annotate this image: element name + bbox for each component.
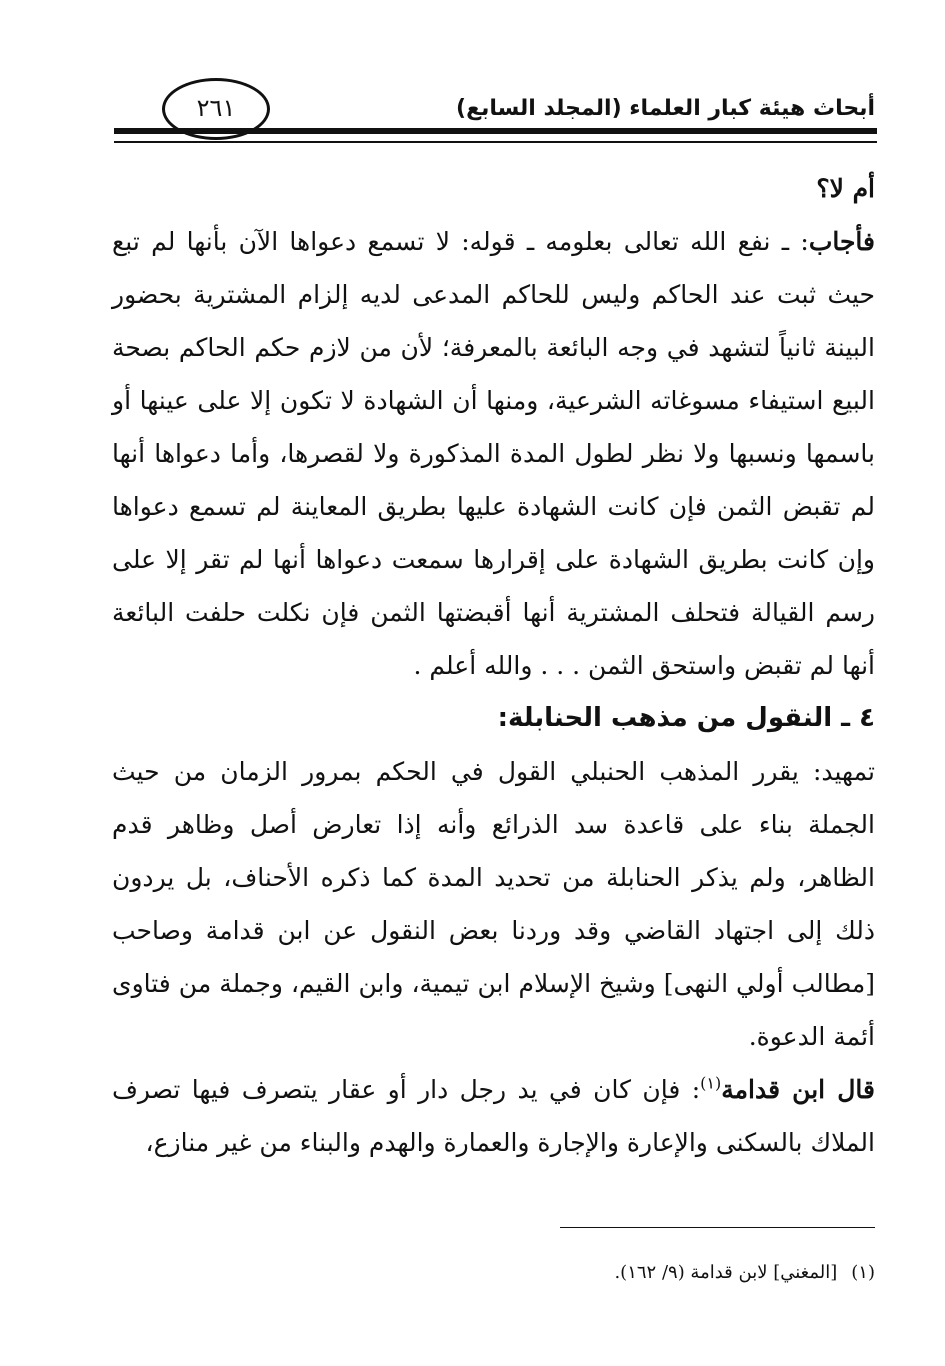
answer-text: : ـ نفع الله تعالى بعلومه ـ قوله: لا تسمع دعواها الآن بأنها لم تبع حيث ثبت عند الحاكم وليس للحاكم المدعى لديه إلزام المشترية بحضور البينة ثانياً لتشهد في وجه البائعة بالمعرفة؛ لأن من لازم حكم الحاكم بصحة البيع استيفاء مسوغاته الشرعية، ومنها أن الشهادة لا تكون إلا على عينها أو باسمها ونسبها ولا نظر لطول المدة المذكورة ولا لقصرها، وأما دعواها أنها لم تقبض الثمن فإن كانت الشهادة عليها بطريق المعاينة لم تسمع دعواها وإن كانت بطريق الشهادة على إقرارها سمعت دعواها أنها لم تقر إلا على رسم القيالة فتحلف المشترية أنها أقبضتها الثمن فإن نكلت حلفت البائعة أنها لم تقبض واستحق الثمن . . . والله أعلم .: [112, 227, 875, 680]
footnote-separator: [560, 1227, 875, 1228]
footnote-number: (١): [851, 1262, 875, 1283]
footnote-marker: (١): [700, 1073, 722, 1093]
paragraph-intro: تمهيد: يقرر المذهب الحنبلي القول في الحكم بمرور الزمان من حيث الجملة بناء على قاعدة سد الذرائع وأنه إذا تعارض أصل وظاهر قدم الظاهر، ولم يذكر الحنابلة من تحديد المدة كما ذكره الأحناف، بل يردون ذلك إلى اجتهاد القاضي وقد وردنا بعض النقول عن ابن قدامة وصاحب [مطالب أولي النهى] وشيخ الإسلام ابن تيمية، وابن القيم، وجملة من فتاوى أئمة الدعوة.: [112, 757, 875, 1051]
running-header-title: أبحاث هيئة كبار العلماء (المجلد السابع): [456, 96, 875, 121]
header-rule-thick: [114, 128, 877, 134]
page-number: ٢٦١: [196, 94, 236, 122]
footnote: [375, 1260, 875, 1286]
body-text: [112, 162, 875, 1169]
paragraph-answer: [112, 215, 875, 692]
quote-lead: قال ابن قدامة: [721, 1075, 875, 1104]
footnote-text: [المغني] لابن قدامة (٩/ ١٦٢).: [614, 1262, 838, 1283]
section-heading: ٤ ـ النقول من مذهب الحنابلة:: [497, 703, 875, 733]
quote-text: : فإن كان في يد رجل دار أو عقار يتصرف فيها تصرف الملاك بالسكنى والإعارة والإجارة والعمارة والهدم والبناء من غير منازع،: [112, 1075, 875, 1157]
header-rule-thin: [114, 141, 877, 143]
answer-lead: فأجاب: [808, 227, 875, 256]
question-line: أم لا؟: [816, 174, 875, 203]
paragraph-ibn-qudama: [112, 1063, 875, 1169]
